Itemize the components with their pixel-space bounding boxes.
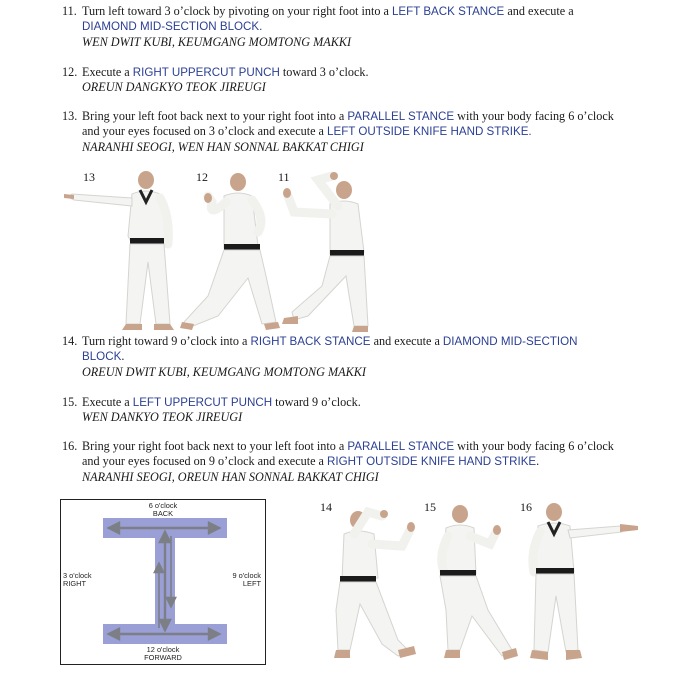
step-number: 15. [62, 395, 78, 409]
label-6-oclock-back: 6 o'clock BACK [148, 501, 178, 518]
figure-number-16: 16 [520, 500, 532, 514]
martial-artist-photo-14 [332, 500, 422, 666]
label-3-oclock-right: 3 o'clock RIGHT [63, 571, 92, 588]
step-text: Turn left toward 3 o’clock by pivoting on your right foot into a [82, 4, 392, 18]
technique-term: RIGHT OUTSIDE KNIFE HAND STRIKE [327, 455, 537, 469]
step-15 [62, 395, 622, 426]
korean-term: NARANHI SEOGI, WEN HAN SONNAL BAKKAT CHIGI [82, 139, 364, 154]
step-number: 11. [62, 4, 77, 18]
figure-number-14: 14 [320, 500, 332, 514]
korean-term: WEN DWIT KUBI, KEUMGANG MOMTONG MAKKI [82, 34, 352, 49]
step-text: and execute a [504, 4, 574, 18]
technique-term: RIGHT UPPERCUT PUNCH [132, 66, 280, 79]
step-number: 16. [62, 439, 78, 453]
martial-artist-photo-13 [62, 166, 182, 332]
step-16 [62, 439, 622, 485]
step-text: Turn right toward 9 o’clock into a [82, 334, 251, 348]
label-9-oclock-left: 9 o'clock LEFT [232, 571, 261, 588]
technique-term: DIAMOND MID-SECTION BLOCK. [82, 20, 263, 34]
technique-term: DIAMOND MID-SECTION BLOCK [82, 335, 578, 364]
step-13 [62, 109, 622, 155]
step-number: 13. [62, 109, 78, 123]
step-text: toward 3 o’clock. [279, 65, 369, 79]
step-text: with your body facing 6 o’clock and your eyes focused on 3 o’clock and execute a [82, 109, 614, 139]
martial-artist-photo-16 [522, 500, 642, 666]
step-text: toward 9 o’clock. [272, 395, 361, 409]
step-text: Execute a [82, 395, 133, 409]
korean-term: OREUN DWIT KUBI, KEUMGANG MOMTONG MAKKI [82, 364, 366, 379]
stance-term: PARALLEL STANCE [347, 110, 455, 123]
step-text: . [536, 454, 540, 469]
step-text: and execute a [370, 334, 443, 348]
step-12 [62, 65, 622, 96]
korean-term: NARANHI SEOGI, OREUN HAN SONNAL BAKKAT CHIGI [82, 469, 379, 484]
step-text: Bring your left foot back next to your right foot into a [82, 109, 348, 123]
martial-artist-photo-12 [178, 166, 283, 332]
korean-term: WEN DANKYO TEOK JIREUGI [82, 410, 243, 425]
step-text: . [121, 349, 125, 364]
martial-artist-photo-15 [430, 500, 520, 666]
korean-term: OREUN DANGKYO TEOK JIREUGI [82, 80, 266, 95]
technique-term: LEFT OUTSIDE KNIFE HAND STRIKE. [327, 125, 532, 139]
figure-number-15: 15 [424, 500, 436, 514]
stance-term: LEFT BACK STANCE [391, 5, 505, 18]
step-11 [62, 4, 622, 50]
figure-number-13: 13 [83, 170, 95, 184]
step-text: Bring your right foot back next to your left foot into a [82, 439, 348, 453]
figure-number-11: 11 [278, 170, 290, 184]
stance-term: RIGHT BACK STANCE [250, 335, 371, 348]
stance-term: PARALLEL STANCE [347, 440, 455, 453]
martial-artist-photo-11 [278, 166, 370, 332]
step-text: Execute a [82, 65, 133, 79]
step-text: with your body facing 6 o’clock and your eyes focused on 9 o’clock and execute a [82, 439, 614, 469]
label-12-oclock-forward: 12 o'clock FORWARD [144, 645, 182, 662]
figure-number-12: 12 [196, 170, 208, 184]
direction-diagram [60, 499, 266, 665]
step-14 [62, 334, 622, 380]
technique-term: LEFT UPPERCUT PUNCH [132, 396, 273, 409]
step-number: 14. [62, 334, 78, 348]
step-number: 12. [62, 65, 78, 79]
